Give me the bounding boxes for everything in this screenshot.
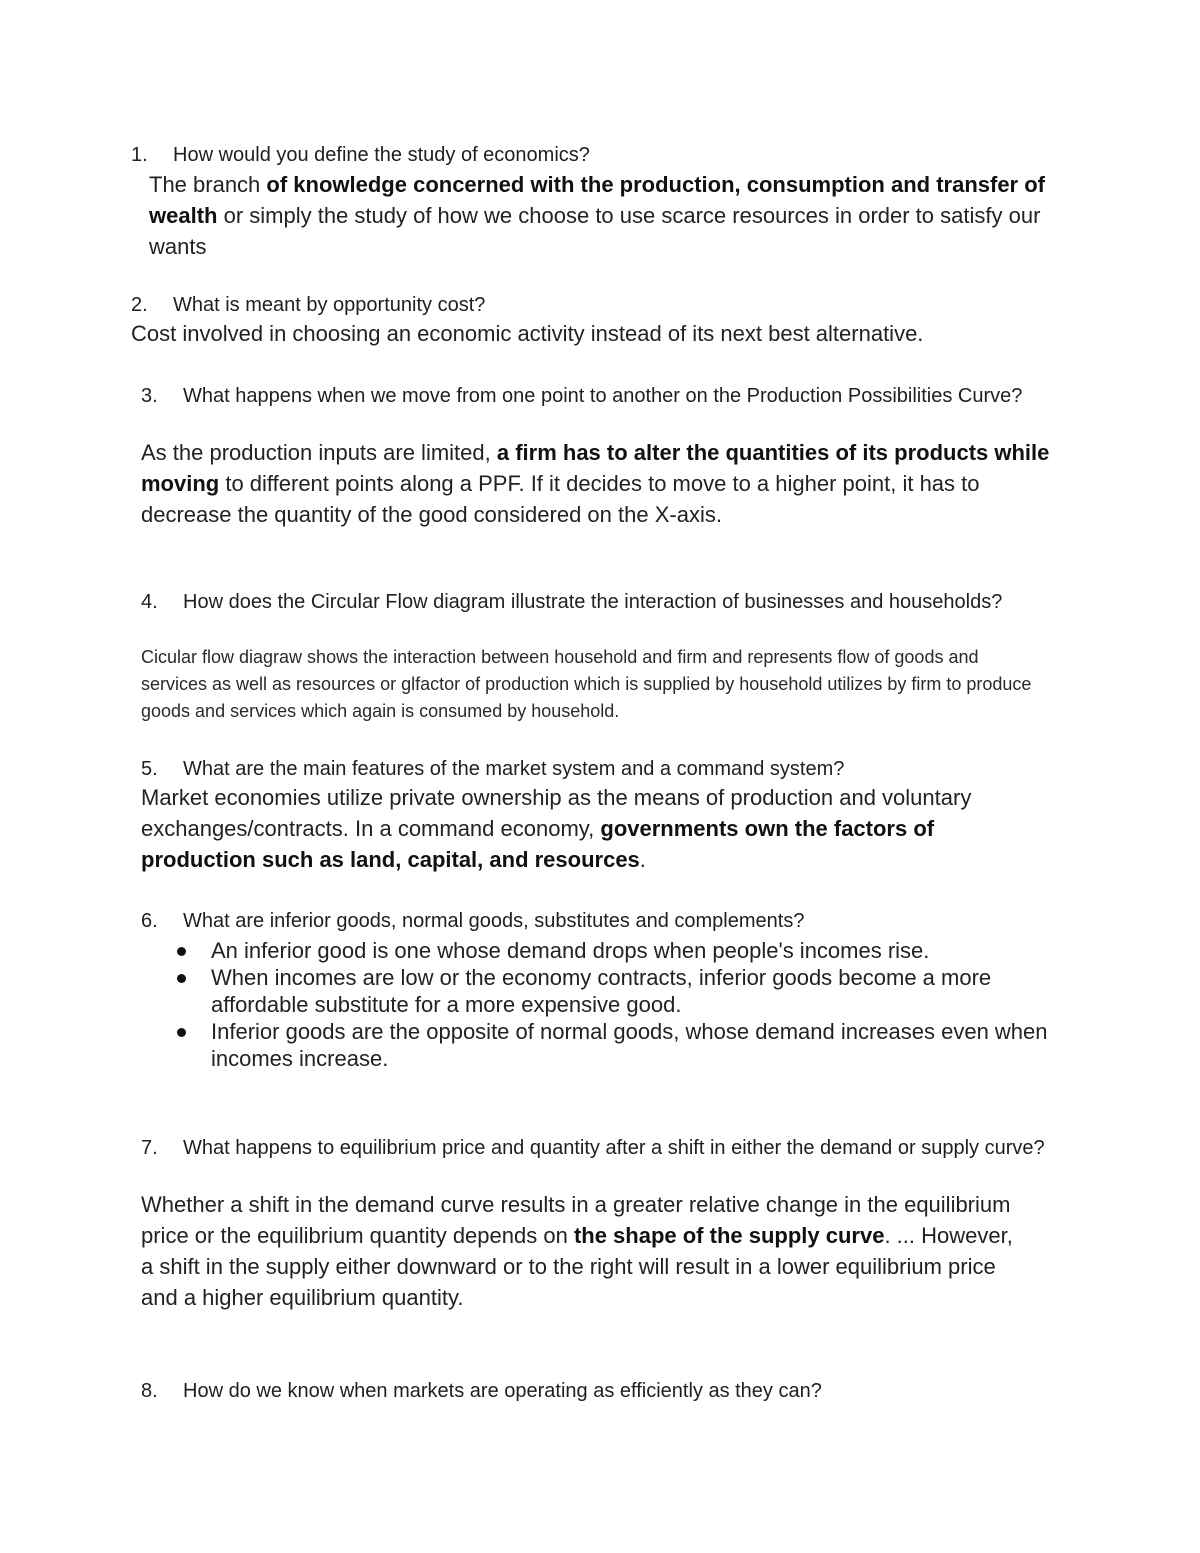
list-item-text: An inferior good is one whose demand drops when people's incomes rise. [211, 938, 930, 963]
question-number: 5. [141, 758, 158, 780]
question-text: What are the main features of the market system and a command system? [183, 758, 845, 780]
question-text: What happens when we move from one point to another on the Production Possibilities Curve? [183, 385, 1023, 407]
answer-bold-text: of knowledge concerned with the production, consumption and transfer of wealth [149, 172, 1045, 228]
question-text: How does the Circular Flow diagram illustrate the interaction of businesses and households? [183, 591, 1003, 613]
question-1 [131, 141, 1031, 169]
bullet-list [175, 937, 1055, 1072]
answer-text: Market economies utilize private ownership as the means of production and voluntary exchanges/contracts. In a command economy, [141, 785, 972, 841]
question-number: 1. [131, 144, 148, 166]
bullet-icon [177, 1028, 186, 1037]
bullet-icon [177, 974, 186, 983]
answer-text: or simply the study of how we choose to use scarce resources in order to satisfy our wants [149, 203, 1041, 259]
answer-5 [141, 782, 1051, 875]
answer-7 [141, 1189, 1031, 1313]
list-item [175, 964, 1055, 1018]
answer-bold-text: a firm has to alter the quantities of its products while moving [141, 440, 1050, 496]
question-text: What is meant by opportunity cost? [173, 294, 486, 316]
list-item [175, 937, 1055, 964]
answer-text: to different points along a PPF. If it decides to move to a higher point, it has to decrease the quantity of the good considered on the X-axis. [141, 471, 980, 527]
question-number: 2. [131, 294, 148, 316]
question-text: What are inferior goods, normal goods, substitutes and complements? [183, 910, 805, 932]
answer-text: . [639, 847, 646, 872]
answer-text: Cicular flow diagraw shows the interaction between household and firm and represents flow of goods and services as well as resources or glfactor of production which is supplied by household utilizes by firm to produce goods and services which again is consumed by household. [141, 647, 1032, 721]
question-3 [141, 382, 1041, 410]
list-item-text: Inferior goods are the opposite of normal goods, whose demand increases even when incomes increase. [211, 1019, 1048, 1071]
answer-text: Cost involved in choosing an economic activity instead of its next best alternative. [131, 321, 924, 346]
list-item-text: When incomes are low or the economy contracts, inferior goods become a more affordable substitute for a more expensive good. [211, 965, 992, 1017]
question-2 [131, 291, 1031, 319]
question-number: 8. [141, 1380, 158, 1402]
list-item [175, 1018, 1055, 1072]
question-number: 4. [141, 591, 158, 613]
answer-3 [141, 437, 1061, 530]
question-number: 6. [141, 910, 158, 932]
answer-bold-text: the shape of the supply curve [573, 1223, 885, 1248]
question-6 [141, 907, 1041, 935]
answer-4 [141, 644, 1041, 725]
answer-text: . ... However, a shift in the supply either downward or to the right will result in a lower equilibrium price and a higher equilibrium quantity. [141, 1223, 1013, 1310]
bullet-icon [177, 947, 186, 956]
answer-2 [131, 318, 1051, 349]
question-text: How would you define the study of economics? [173, 144, 590, 166]
question-7 [141, 1134, 1051, 1162]
question-5 [141, 755, 1041, 783]
answer-bold-text: governments own the factors of production such as land, capital, and resources [141, 816, 935, 872]
question-text: How do we know when markets are operating as efficiently as they can? [183, 1380, 822, 1402]
answer-text: The branch [149, 172, 267, 197]
question-4 [141, 588, 1021, 616]
answer-text: Whether a shift in the demand curve results in a greater relative change in the equilibrium price or the equilibrium quantity depends on [141, 1192, 1011, 1248]
question-text: What happens to equilibrium price and quantity after a shift in either the demand or supply curve? [183, 1137, 1045, 1159]
question-number: 3. [141, 385, 158, 407]
question-number: 7. [141, 1137, 158, 1159]
question-8 [141, 1377, 1041, 1405]
answer-text: As the production inputs are limited, [141, 440, 497, 465]
answer-1 [149, 169, 1049, 262]
